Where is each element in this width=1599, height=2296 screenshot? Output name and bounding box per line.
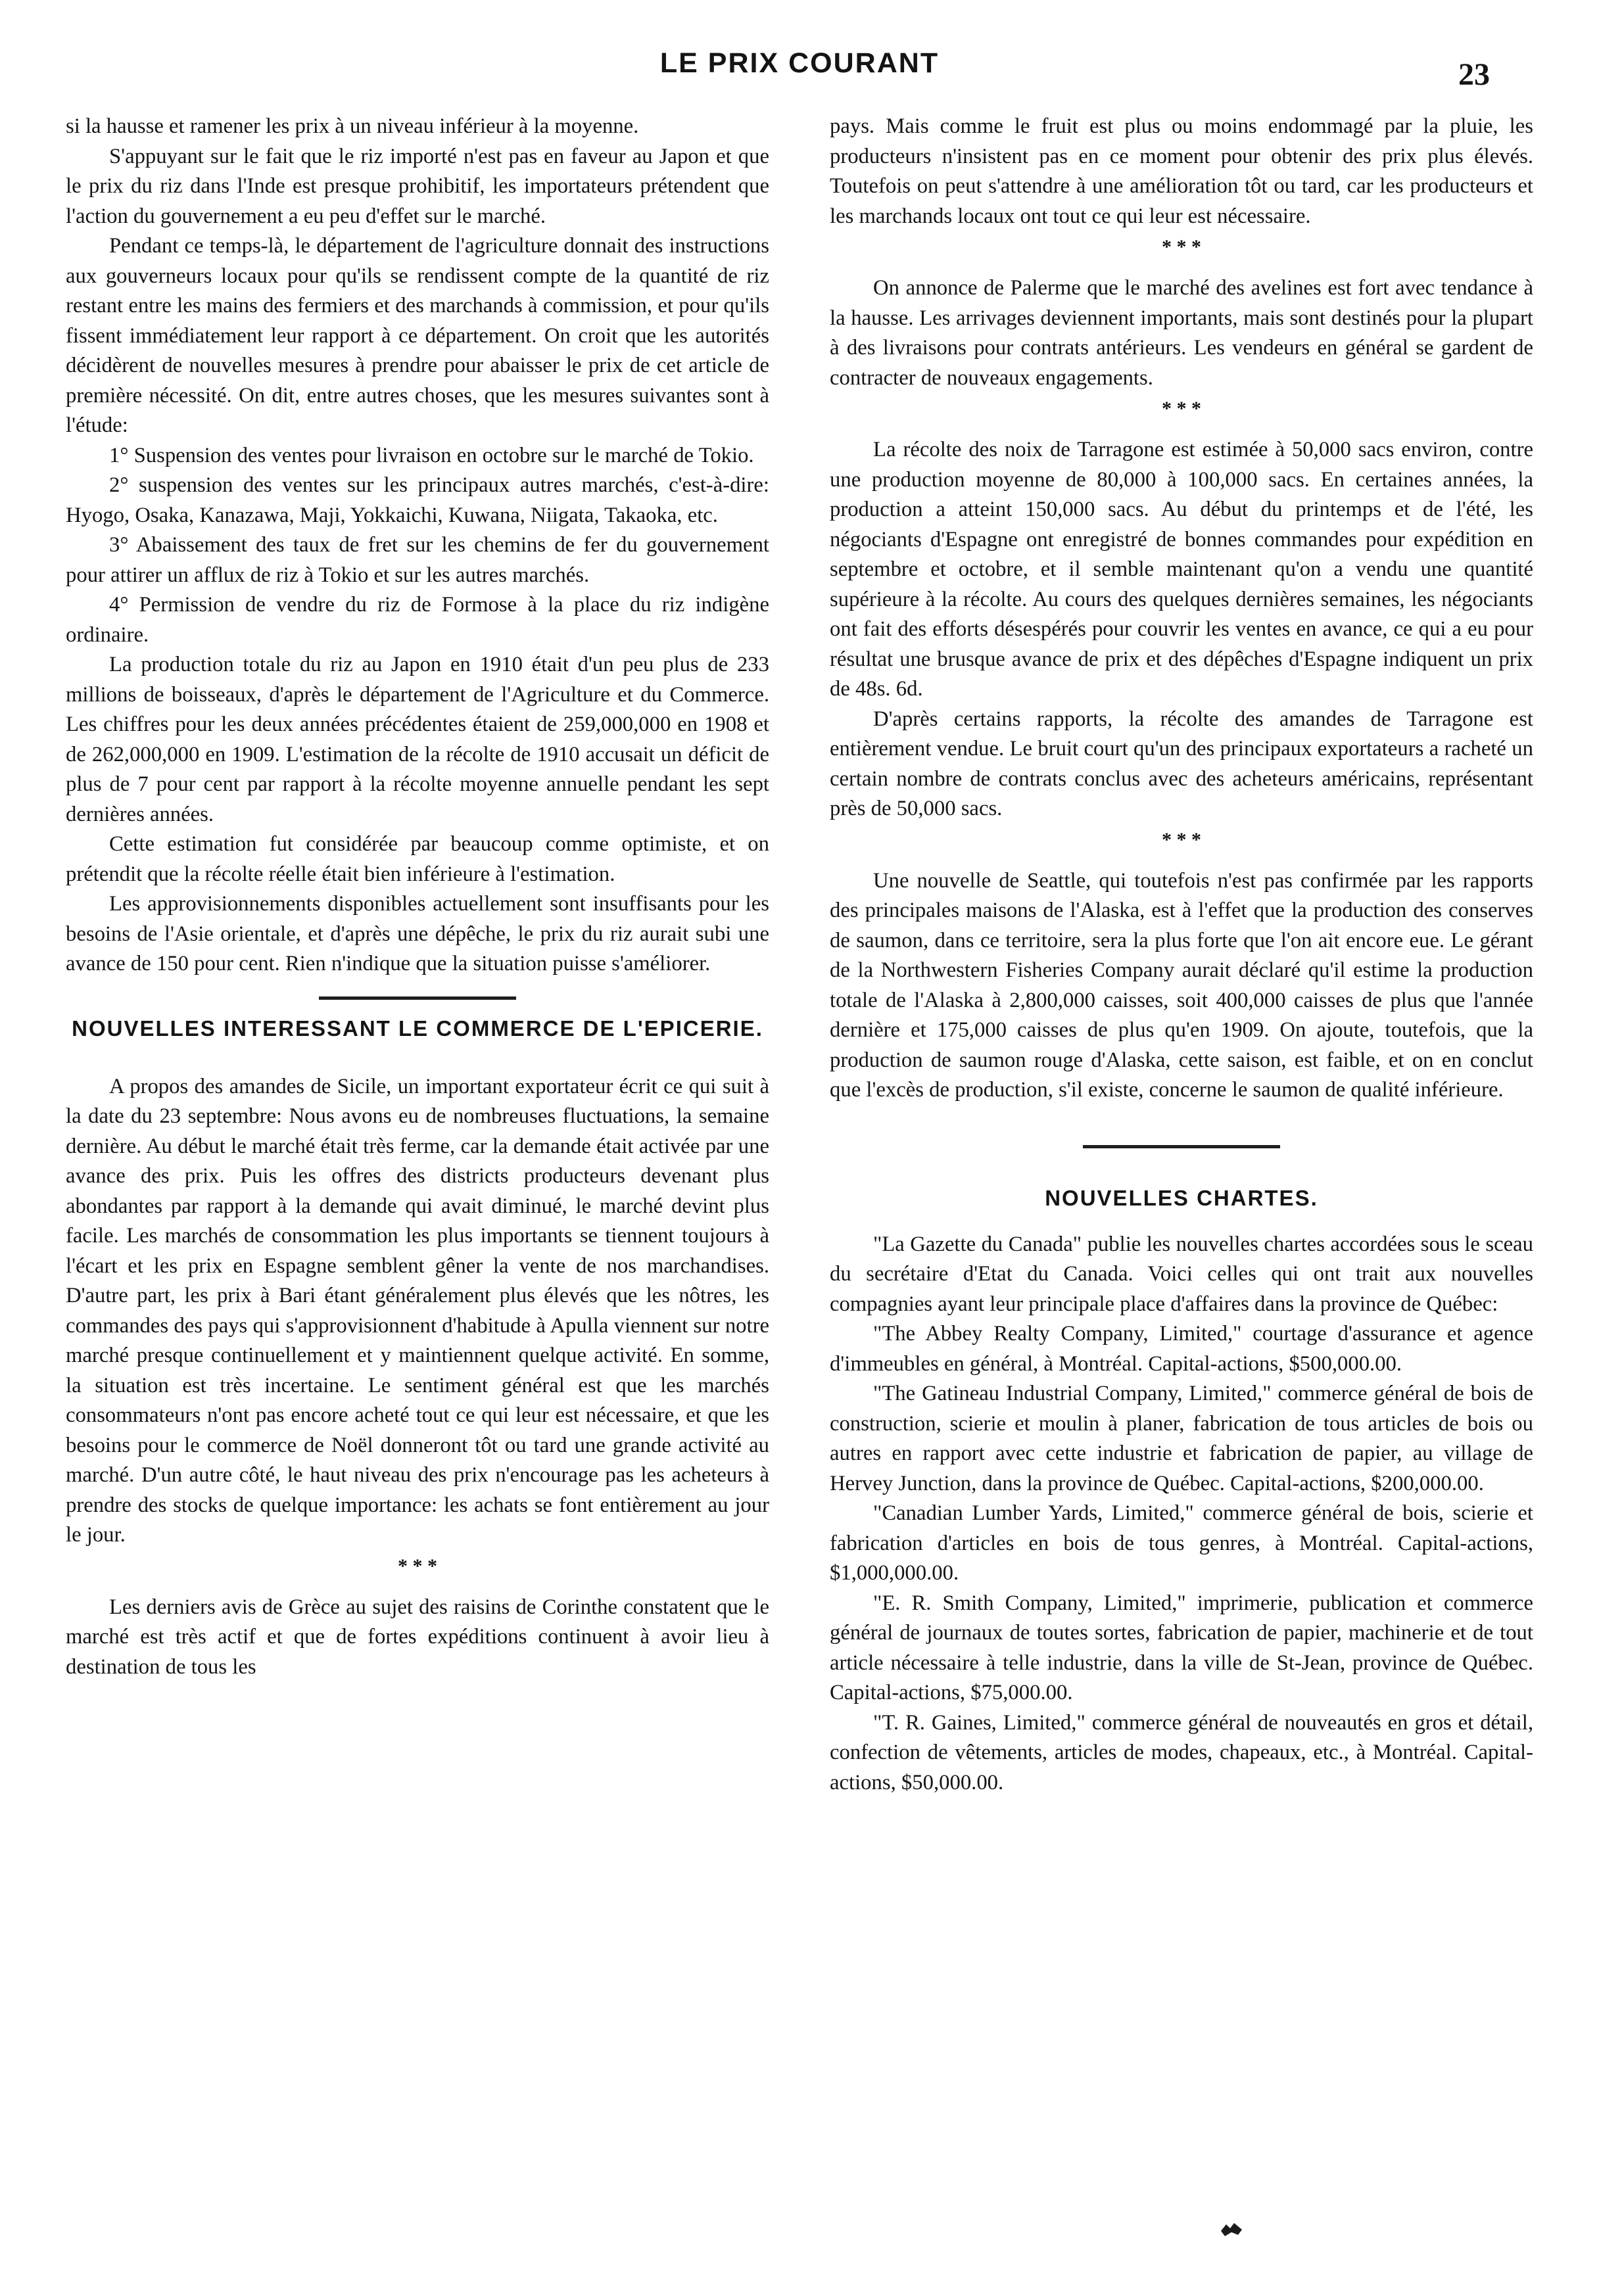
paragraph: Les approvisionnements disponibles actuellement sont insuffisants pour les besoins de l'Asie orientale, et d'après une dépêche, le prix du riz aurait subi une avance de 150 pour cent. Rien n'indique que la situation puisse s'améliorer.: [66, 892, 769, 975]
paragraph: Pendant ce temps-là, le département de l'agriculture donnait des instructions aux gouverneurs locaux pour qu'ils se rendissent compte de la quantité de riz restant entre les mains des fermiers et des marchands à commission, et pour qu'ils fissent immédiatement leur rapport à ce département. On croit que les autorités décidèrent de nouvelles mesures à prendre pour abaisser le prix de cet article de première nécessité. On dit, entre autres choses, que les mesures suivantes sont à l'étude:: [66, 234, 769, 437]
asterism: * * *: [1162, 398, 1201, 419]
section-heading: NOUVELLES INTERESSANT LE COMMERCE DE L'EPICERIE.: [72, 1016, 763, 1041]
left-column: [66, 112, 769, 1682]
paragraph: si la hausse et ramener les prix à un niveau inférieur à la moyenne.: [66, 114, 639, 138]
section-divider: [319, 996, 516, 1000]
paragraph: La production totale du riz au Japon en 1910 était d'un peu plus de 233 millions de boisseaux, d'après le département de l'Agriculture et du Commerce. Les chiffres pour les deux années précédentes étaient de 259,000,000 en 1908 et de 262,000,000 en 1909. L'estimation de la récolte de 1910 accusait un déficit de plus de 7 pour cent par rapport à la récolte moyenne annuelle pendant les sept dernières années.: [66, 653, 769, 826]
paragraph: Cette estimation fut considérée par beaucoup comme optimiste, et on prétendit que la récolte réelle était bien inférieure à l'estimation.: [66, 832, 769, 886]
charter-entry: "The Abbey Realty Company, Limited," courtage d'assurance et agence d'immeubles en général, à Montréal. Capital-actions, $500,000.00.: [830, 1322, 1533, 1376]
section-divider: [1083, 1145, 1280, 1148]
asterism: * * *: [1162, 828, 1201, 851]
right-column: [830, 112, 1533, 1798]
charter-entry: "T. R. Gaines, Limited," commerce général de nouveautés en gros et détail, confection de vêtements, articles de modes, chapeaux, etc., à Montréal. Capital-actions, $50,000.00.: [830, 1710, 1533, 1794]
list-item: 4° Permission de vendre du riz de Formose à la place du riz indigène ordinaire.: [66, 593, 769, 647]
charter-entry: "E. R. Smith Company, Limited," imprimerie, publication et commerce général de journaux de toutes sortes, fabrication de papier, machinerie et de tout article nécessaire à telle industrie, dans la ville de St-Jean, province de Québec. Capital-actions, $75,000.00.: [830, 1591, 1533, 1704]
charter-entry: "The Gatineau Industrial Company, Limited," commerce général de bois de construction, scierie et moulin à planer, fabrication de tous articles de bois ou autres en rapport avec cette industrie et fabrication de papier, au village de Hervey Junction, dans la province de Québec. Capital-actions, $200,000.00.: [830, 1382, 1533, 1495]
list-item: 3° Abaissement des taux de fret sur les chemins de fer du gouvernement pour attirer un afflux de riz à Tokio et sur les autres marchés.: [66, 533, 769, 587]
paragraph: La récolte des noix de Tarragone est estimée à 50,000 sacs environ, contre une production moyenne de 80,000 à 100,000 sacs. En certaines années, la production a atteint 150,000 sacs. Au début du printemps et de l'été, les négociants d'Espagne ont enregistré de bonnes commandes pour expédition en septembre et octobre, et il semble maintenant qu'on a vendu une quantité supérieure à la récolte. Au cours des quelques dernières semaines, les négociants ont fait des efforts désespérés pour couvrir les ventes en avance, ce qui a eu pour résultat une brusque avance de prix et des dépêches d'Espagne indiquent un prix de 48s. 6d.: [830, 438, 1533, 701]
asterism: * * *: [1162, 236, 1201, 258]
page-number: 23: [1458, 57, 1490, 92]
list-item: 1° Suspension des ventes pour livraison en octobre sur le marché de Tokio.: [109, 443, 754, 467]
paragraph: A propos des amandes de Sicile, un important exportateur écrit ce qui suit à la date du 23 septembre: Nous avons eu de nombreuses fluctuations, la semaine dernière. Au début le marché était très ferme, car la demande était activée par une avance des prix. Puis les offres des districts producteurs devenant plus abondantes par rapport à la demande qui avait diminué, le marché devint plus facile. Les marchés de consommation les plus importants se tiennent toujours à l'écart et les prix en Espagne semblent gêner la vente de nos marchandises. D'autre part, les prix à Bari étant généralement plus élevés que les nôtres, les commandes des pays qui s'approvisionnent d'habitude à Apulla viennent sur notre marché presque continuellement et y maintiennent quelque activité. En somme, la situation est très incertaine. Le sentiment général est que les marchés consommateurs n'ont pas encore acheté tout ce qui leur est nécessaire, et que les besoins pour le commerce de Noël donneront tôt ou tard une grande activité au marché. D'un autre côté, le haut niveau des prix n'encourage pas les acheteurs à prendre des stocks de quelque importance: les achats se font entièrement au jour le jour.: [66, 1074, 769, 1547]
paragraph: Les derniers avis de Grèce au sujet des raisins de Corinthe constatent que le marché est très actif et que de fortes expéditions continuent à avoir lieu à destination de tous les: [66, 1595, 769, 1679]
charter-entry: "Canadian Lumber Yards, Limited," commerce général de bois, scierie et fabrication d'articles en bois de tous genres, à Montréal. Capital-actions, $1,000,000.00.: [830, 1501, 1533, 1585]
section-heading: NOUVELLES CHARTES.: [1045, 1185, 1318, 1210]
list-item: 2° suspension des ventes sur les principaux autres marchés, c'est-à-dire: Hyogo, Osaka, Kanazawa, Maji, Yokkaichi, Kuwana, Niigata, Takaoka, etc.: [66, 473, 769, 527]
paragraph: "La Gazette du Canada" publie les nouvelles chartes accordées sous le sceau du secrétaire d'Etat du Canada. Voici celles qui ont trait aux nouvelles compagnies ayant leur principale place d'affaires dans la province de Québec:: [830, 1232, 1533, 1316]
printer-ornament-icon: [1220, 2222, 1243, 2237]
paragraph: pays. Mais comme le fruit est plus ou moins endommagé par la pluie, les producteurs n'insistent pas en ce moment pour obtenir des prix plus élevés. Toutefois on peut s'attendre à une amélioration tôt ou tard, car les producteurs et les marchands locaux ont tout ce qui leur est nécessaire.: [830, 114, 1533, 228]
asterism: * * *: [398, 1555, 437, 1577]
paragraph: D'après certains rapports, la récolte des amandes de Tarragone est entièrement vendue. Le bruit court qu'un des principaux exportateurs a racheté un certain nombre de contrats conclus avec des acheteurs américains, représentant près de 50,000 sacs.: [830, 707, 1533, 820]
paragraph: Une nouvelle de Seattle, qui toutefois n'est pas confirmée par les rapports des principales maisons de l'Alaska, est à l'effet que la production des conserves de saumon, dans ce territoire, sera la plus forte que l'on ait encore eue. Le gérant de la Northwestern Fisheries Company aurait déclaré qu'il estime la production totale de l'Alaska à 2,800,000 caisses, soit 400,000 caisses de plus que l'année dernière et 175,000 caisses de plus qu'en 1909. On ajoute, toutefois, que la production de saumon rouge d'Alaska, cette saison, est faible, et on en conclut que l'excès de production, s'il existe, concerne le saumon de qualité inférieure.: [830, 868, 1533, 1102]
running-title: LE PRIX COURANT: [659, 47, 940, 79]
paragraph: S'appuyant sur le fait que le riz importé n'est pas en faveur au Japon et que le prix du riz dans l'Inde est presque prohibitif, les importateurs prétendent que l'action du gouvernement a eu peu d'effet sur le marché.: [66, 144, 769, 228]
paragraph: On annonce de Palerme que le marché des avelines est fort avec tendance à la hausse. Les arrivages deviennent importants, mais sont destinés pour la plupart à des livraisons pour contrats antérieurs. Les vendeurs en général se gardent de contracter de nouveaux engagements.: [830, 276, 1533, 390]
